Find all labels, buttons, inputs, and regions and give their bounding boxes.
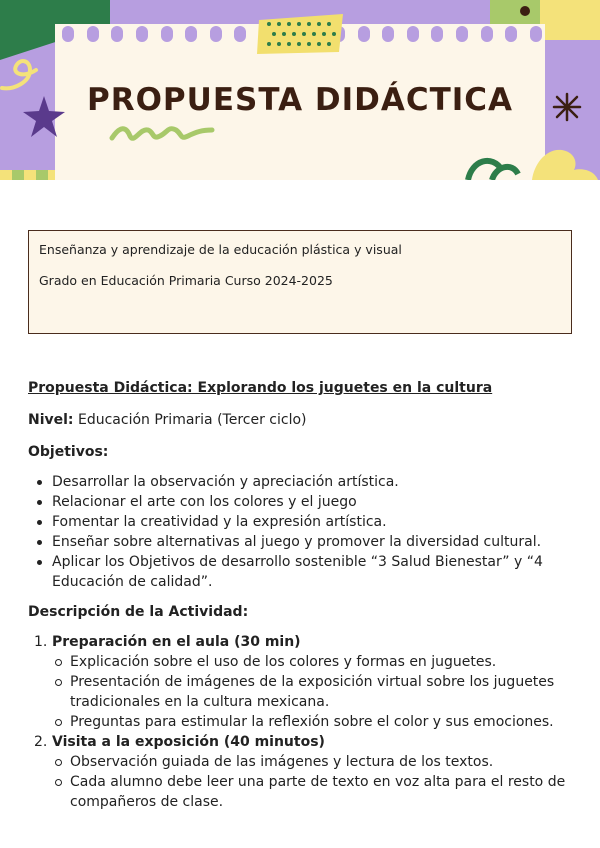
objetivos-label: Objetivos:	[28, 444, 109, 460]
list-item: Presentación de imágenes de la exposición virtual sobre los juguetes tradicionales en la cultura mexicana.	[52, 672, 576, 712]
document-body	[28, 378, 576, 812]
header-banner	[0, 0, 600, 180]
list-item: Explicación sobre el uso de los colores y formas en juguetes.	[52, 652, 576, 672]
course-info-box	[28, 230, 572, 334]
nivel-line	[28, 410, 576, 430]
step-title: Preparación en el aula (30 min)	[52, 634, 301, 650]
step-item	[28, 632, 576, 732]
green-decor-block	[490, 0, 540, 24]
list-item: Enseñar sobre alternativas al juego y promover la diversidad cultural.	[28, 532, 576, 552]
list-item: Relacionar el arte con los colores y el juego	[28, 492, 576, 512]
step-sublist	[52, 752, 576, 812]
list-item: Preguntas para estimular la reflexión sobre el color y sus emociones.	[52, 712, 576, 732]
step-title: Visita a la exposición (40 minutos)	[52, 734, 325, 750]
tape-icon	[255, 12, 347, 56]
dot-icon	[518, 4, 532, 18]
list-item: Desarrollar la observación y apreciación artística.	[28, 472, 576, 492]
course-subject: Enseñanza y aprendizaje de la educación plástica y visual	[39, 242, 402, 257]
step-number: 1.	[34, 634, 48, 650]
activity-steps	[28, 632, 576, 812]
step-item	[28, 732, 576, 812]
step-number: 2.	[34, 734, 48, 750]
squiggle-icon	[108, 122, 218, 144]
nivel-label: Nivel:	[28, 412, 74, 428]
step-sublist	[52, 652, 576, 732]
list-item: Cada alumno debe leer una parte de texto en voz alta para el resto de compañeros de clase.	[52, 772, 576, 812]
course-degree: Grado en Educación Primaria Curso 2024-2025	[39, 273, 333, 288]
descripcion-label: Descripción de la Actividad:	[28, 604, 249, 620]
objetivos-list	[28, 472, 576, 592]
page-title: PROPUESTA DIDÁCTICA	[86, 82, 514, 118]
nivel-value: Educación Primaria (Tercer ciclo)	[73, 412, 307, 428]
list-item: Observación guiada de las imágenes y lectura de los textos.	[52, 752, 576, 772]
list-item: Fomentar la creatividad y la expresión artística.	[28, 512, 576, 532]
proposal-heading: Propuesta Didáctica: Explorando los juguetes en la cultura	[28, 380, 493, 396]
leaf-icon	[462, 140, 600, 180]
list-item: Aplicar los Objetivos de desarrollo sostenible “3 Salud Bienestar” y “4 Educación de calidad”.	[28, 552, 576, 592]
